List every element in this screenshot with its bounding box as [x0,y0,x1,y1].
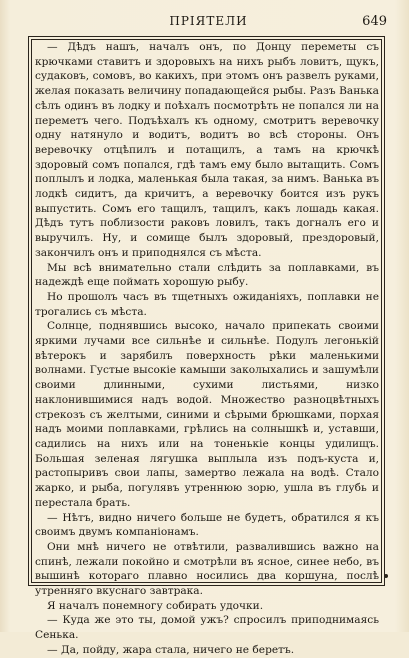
ink-dot-mark [384,574,388,578]
page-number: 649 [362,14,387,29]
paragraph: Я началъ понемногу собирать удочки. [47,599,264,612]
paragraph: Но прошолъ часъ въ тщетныхъ ожиданiяхъ, поплавки не трогались съ мѣста. [35,290,379,318]
running-head [30,14,387,32]
running-title: ПРIЯТЕЛИ [169,14,248,28]
paragraph: Мы всѣ внимательно стали слѣдить за поплавками, въ надеждѣ еще поймать хорошую рыбу. [35,261,379,289]
paragraph: — Дѣдъ нашъ, началъ онъ, по Донцу переметы съ крючками ставитъ и здоровыхъ на нихъ рыбъ ловитъ, щукъ, судаковъ, сомовъ, во какихъ, при этомъ онъ развелъ руками, желая показать величину попадающейся рыбы. Разъ Ванька сѣлъ одинъ въ лодку и поѣхалъ посмотрѣть не попался ли на переметъ чего. Подъѣхалъ къ одному, смотритъ веревочку одну натянуло и водитъ, водитъ во всѣ стороны. Онъ веревочку отцѣпилъ и потащилъ, а тамъ на крючкѣ здоровый сомъ попался, гдѣ тамъ ему было вытащить. Сомъ поплылъ и лодка, маленькая была такая, за нимъ. Ванька въ лодкѣ сидитъ, да кричитъ, а веревочку боится изъ рукъ выпустить. Сомъ его тащилъ, тащилъ, какъ лошадь какая. Дѣдъ тутъ поблизости раковъ ловилъ, такъ догналъ его и выручилъ. Ну, и сомище былъ здоровый, прездоровый, закончилъ онъ и приподнялся съ мѣста. [35,41,379,259]
body-text [35,40,379,658]
paragraph: — Да, пойду, жара стала, ничего не беретъ. [47,643,295,656]
paragraph: — Нѣтъ, видно ничего больше не будетъ, обратился я къ своимъ двумъ компанiонамъ. [35,511,379,539]
paragraph: Солнце, поднявшись высоко, начало припекать своими яркими лучами все сильнѣе и сильнѣе. Подулъ легонькiй вѣтерокъ и зарябилъ поверхность рѣки маленькими волнами. Густые высокiе камыши заколыхались и зашумѣли своими длинными, сухими листьями, низко наклонившимися надъ водой. Множество разноцвѣтныхъ стрекозъ съ желтыми, синими и сѣрыми брюшками, порхая надъ моими поплавками, грѣлись на солнышкѣ и, уставши, садились на нихъ или на тоненькiе концы удилищъ. Большая зеленая лягушка выплыла изъ подъ-куста и, растопыривъ свои лапы, замертво лежала на водѣ. Стало жарко, и рыба, погулявъ утреннюю зорю, ушла въ глубь и перестала брать. [35,320,379,509]
paragraph: Они мнѣ ничего не отвѣтили, развалившись важно на спинѣ, лежали покойно и смотрѣли въ ясное, синее небо, въ вышинѣ котораго плавно носились два коршуна, послѣ утренняго вкуснаго завтрака. [35,540,379,598]
paragraph: — Куда же это ты, домой ужъ? спросилъ приподнимаясь Сенька. [35,614,379,642]
